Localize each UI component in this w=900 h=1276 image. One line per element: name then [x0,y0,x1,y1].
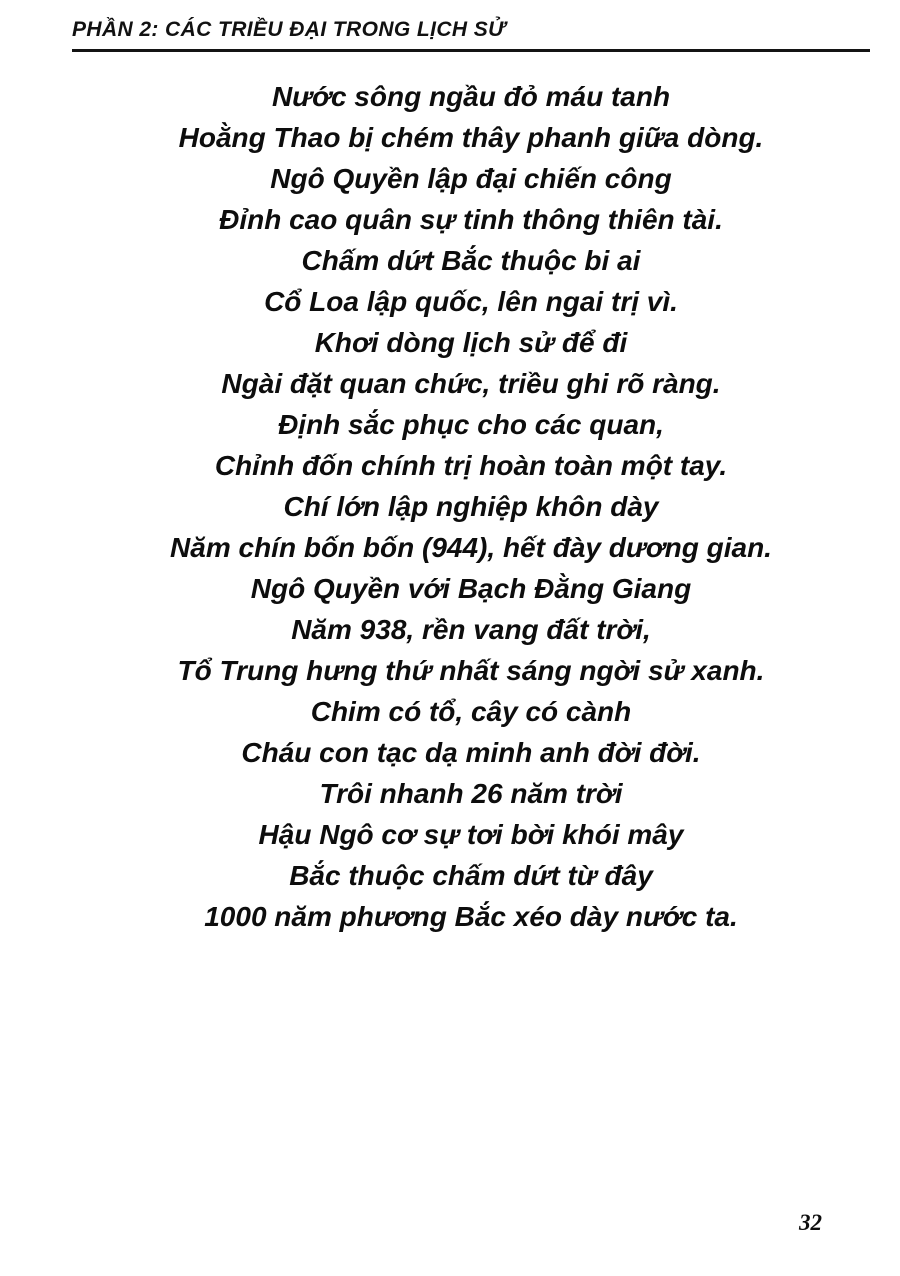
poem-line: Năm 938, rền vang đất trời, [291,614,651,645]
poem-line: Khơi dòng lịch sử để đi [314,327,628,358]
poem-line: Chim có tổ, cây có cành [310,696,632,727]
poem-line: Bắc thuộc chấm dứt từ đây [289,860,653,891]
poem-line: Tổ Trung hưng thứ nhất sáng ngời sử xanh. [177,655,765,686]
section-header-title: PHẦN 2: CÁC TRIỀU ĐẠI TRONG LỊCH SỬ [72,18,506,41]
poem-line: Trôi nhanh 26 năm trời [319,778,623,809]
poem-line: Chỉnh đốn chính trị hoàn toàn một tay. [214,450,728,481]
poem-line: Ngài đặt quan chức, triều ghi rõ ràng. [221,368,721,399]
poem-line: Đỉnh cao quân sự tinh thông thiên tài. [219,204,723,235]
page-header [72,18,870,52]
poem-line: 1000 năm phương Bắc xéo dày nước ta. [204,901,738,932]
poem-line: Hoằng Thao bị chém thây phanh giữa dòng. [178,122,764,153]
poem-line: Chí lớn lập nghiệp khôn dày [283,491,659,522]
header-divider-rule [72,49,870,52]
poem-body [72,76,870,937]
poem-line: Cháu con tạc dạ minh anh đời đời. [241,737,701,768]
poem-line: Định sắc phục cho các quan, [278,409,664,440]
poem-line: Năm chín bốn bốn (944), hết đày dương gian. [170,532,772,563]
poem-line: Chấm dứt Bắc thuộc bi ai [301,245,641,276]
poem-line: Hậu Ngô cơ sự tơi bời khói mây [258,819,684,850]
poem-line: Cổ Loa lập quốc, lên ngai trị vì. [264,286,678,317]
poem-line: Ngô Quyền với Bạch Đằng Giang [250,573,692,604]
poem-line: Nước sông ngầu đỏ máu tanh [271,81,671,112]
poem-line: Ngô Quyền lập đại chiến công [270,163,672,194]
page-number: 32 [799,1210,822,1235]
